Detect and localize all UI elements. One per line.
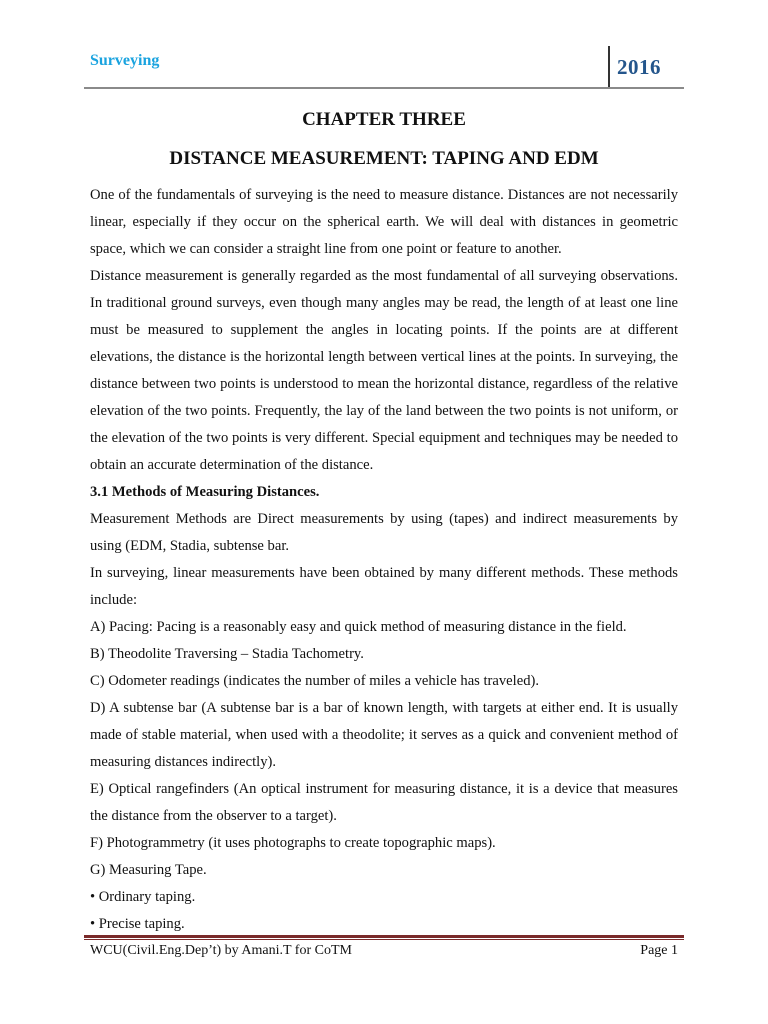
header-year: 2016 bbox=[617, 55, 661, 79]
footer-rule bbox=[84, 935, 684, 938]
list-item: D) A subtense bar (A subtense bar is a bar of known length, with targets at either end. It is usually made of stable material, when used with a theodolite; it serves as a quick and convenient method of measuring distances indirectly). bbox=[90, 700, 678, 770]
list-item: E) Optical rangefinders (An optical instrument for measuring distance, it is a device that measures the distance from the observer to a target). bbox=[90, 781, 678, 824]
paragraph: In surveying, linear measurements have been obtained by many different methods. These methods include: bbox=[90, 565, 678, 608]
document-body bbox=[90, 182, 678, 938]
list-item: A) Pacing: Pacing is a reasonably easy and quick method of measuring distance in the field. bbox=[90, 619, 627, 635]
footer-credit: WCU(Civil.Eng.Dep’t) by Amani.T for CoTM bbox=[90, 943, 352, 958]
list-item: C) Odometer readings (indicates the number of miles a vehicle has traveled). bbox=[90, 673, 540, 689]
chapter-title: DISTANCE MEASUREMENT: TAPING AND EDM bbox=[169, 148, 599, 169]
paragraph: One of the fundamentals of surveying is the need to measure distance. Distances are not necessarily linear, especially if they occur on the spherical earth. We will deal with distances in geometric space, which we can consider a straight line from one point or feature to another. bbox=[90, 187, 678, 257]
footer-rule-thin bbox=[84, 939, 684, 940]
header-title: Surveying bbox=[90, 52, 160, 69]
bullet-item: • Ordinary taping. bbox=[90, 889, 196, 905]
list-item: G) Measuring Tape. bbox=[90, 862, 207, 878]
paragraph: Measurement Methods are Direct measurements by using (tapes) and indirect measurements by using (EDM, Stadia, subtense bar. bbox=[90, 511, 678, 554]
section-heading: 3.1 Methods of Measuring Distances. bbox=[90, 484, 320, 500]
list-item: F) Photogrammetry (it uses photographs to create topographic maps). bbox=[90, 835, 496, 851]
header-rule bbox=[84, 87, 684, 89]
paragraph: Distance measurement is generally regarded as the most fundamental of all surveying observations. In traditional ground surveys, even though many angles may be read, the length of at least one line must be measured to supplement the angles in locating points. If the points are at different elevations, the distance is the horizontal length between vertical lines at the points. In surveying, the distance between two points is understood to mean the horizontal distance, regardless of the relative elevation of the two points. Frequently, the lay of the land between the two points is not uniform, or the elevation of the two points is very different. Special equipment and techniques may be needed to obtain an accurate determination of the distance. bbox=[90, 268, 678, 473]
page-number: Page 1 bbox=[640, 943, 678, 958]
chapter-number: CHAPTER THREE bbox=[302, 109, 466, 130]
list-item: B) Theodolite Traversing – Stadia Tachometry. bbox=[90, 646, 364, 662]
bullet-item: • Precise taping. bbox=[90, 916, 185, 932]
header-divider bbox=[608, 46, 610, 88]
